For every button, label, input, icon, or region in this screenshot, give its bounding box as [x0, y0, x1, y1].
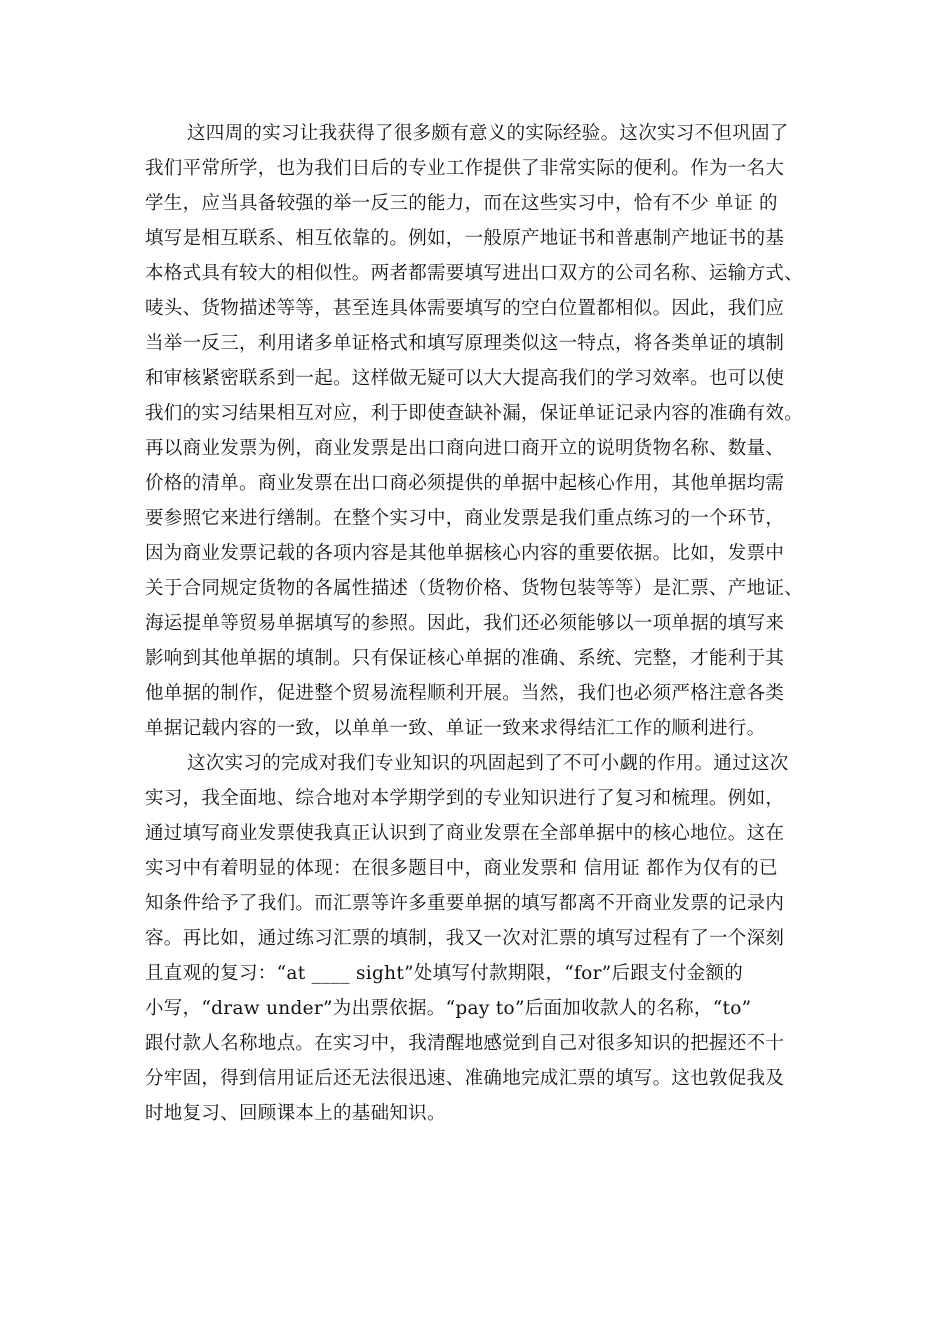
text-line: 他单据的制作，促进整个贸易流程顺利开展。当然，我们也必须严格注意各类	[145, 683, 785, 704]
text-line: 实习中有着明显的体现：在很多题目中，商业发票和 信用证 都作为仅有的已	[145, 858, 778, 879]
text-line: 实习，我全面地、综合地对本学期学到的专业知识进行了复习和梳理。例如，	[145, 788, 785, 809]
text-line: 时地复习、回顾课本上的基础知识。	[145, 1103, 446, 1124]
text-line: 唛头、货物描述等等，甚至连具体需要填写的空白位置都相似。因此，我们应	[145, 298, 785, 319]
text-line: 小写，“draw under”为出票依据。“pay to”后面加收款人的名称，“to”	[145, 998, 752, 1019]
text-line: 填写是相互联系、相互依靠的。例如，一般原产地证书和普惠制产地证书的基	[145, 228, 785, 249]
text-line: 价格的清单。商业发票在出口商必须提供的单据中起核心作用，其他单据均需	[145, 473, 785, 494]
text-line: 跟付款人名称地点。在实习中，我清醒地感觉到自己对很多知识的把握还不十	[145, 1033, 785, 1054]
text-line: 因为商业发票记载的各项内容是其他单据核心内容的重要依据。比如，发票中	[145, 543, 785, 564]
text-line: 我们的实习结果相互对应，利于即使查缺补漏，保证单证记录内容的准确有效。	[145, 403, 804, 424]
text-line: 通过填写商业发票使我真正认识到了商业发票在全部单据中的核心地位。这在	[145, 823, 785, 844]
text-line: 当举一反三，利用诸多单证格式和填写原理类似这一特点，将各类单证的填制	[145, 333, 785, 354]
text-line: 这四周的实习让我获得了很多颇有意义的实际经验。这次实习不但巩固了	[187, 123, 789, 144]
text-line: 再以商业发票为例，商业发票是出口商向进口商开立的说明货物名称、数量、	[145, 438, 785, 459]
text-line: 且直观的复习：“at ____ sight”处填写付款期限，“for”后跟支付金额的	[145, 963, 744, 984]
text-line: 分牢固，得到信用证后还无法很迅速、准确地完成汇票的填写。这也敦促我及	[145, 1068, 785, 1089]
text-line: 和审核紧密联系到一起。这样做无疑可以大大提高我们的学习效率。也可以使	[145, 368, 785, 389]
text-line: 我们平常所学，也为我们日后的专业工作提供了非常实际的便利。作为一名大	[145, 158, 785, 179]
text-line: 关于合同规定货物的各属性描述（货物价格、货物包装等等）是汇票、产地证、	[145, 578, 804, 599]
text-line: 本格式具有较大的相似性。两者都需要填写进出口双方的公司名称、运输方式、	[145, 263, 804, 284]
text-line: 学生，应当具备较强的举一反三的能力，而在这些实习中，恰有不少 单证 的	[145, 193, 778, 214]
text-line: 这次实习的完成对我们专业知识的巩固起到了不可小觑的作用。通过这次	[187, 753, 789, 774]
text-line: 知条件给予了我们。而汇票等许多重要单据的填写都离不开商业发票的记录内	[145, 893, 785, 914]
text-line: 容。再比如，通过练习汇票的填制，我又一次对汇票的填写过程有了一个深刻	[145, 928, 785, 949]
text-line: 要参照它来进行缮制。在整个实习中，商业发票是我们重点练习的一个环节，	[145, 508, 785, 529]
body-text	[145, 116, 810, 1131]
paragraph-2	[145, 746, 810, 1131]
text-line: 海运提单等贸易单据填写的参照。因此，我们还必须能够以一项单据的填写来	[145, 613, 785, 634]
paragraph-1	[145, 116, 810, 746]
text-line: 影响到其他单据的填制。只有保证核心单据的准确、系统、完整，才能利于其	[145, 648, 785, 669]
text-line: 单据记载内容的一致，以单单一致、单证一致来求得结汇工作的顺利进行。	[145, 718, 766, 739]
